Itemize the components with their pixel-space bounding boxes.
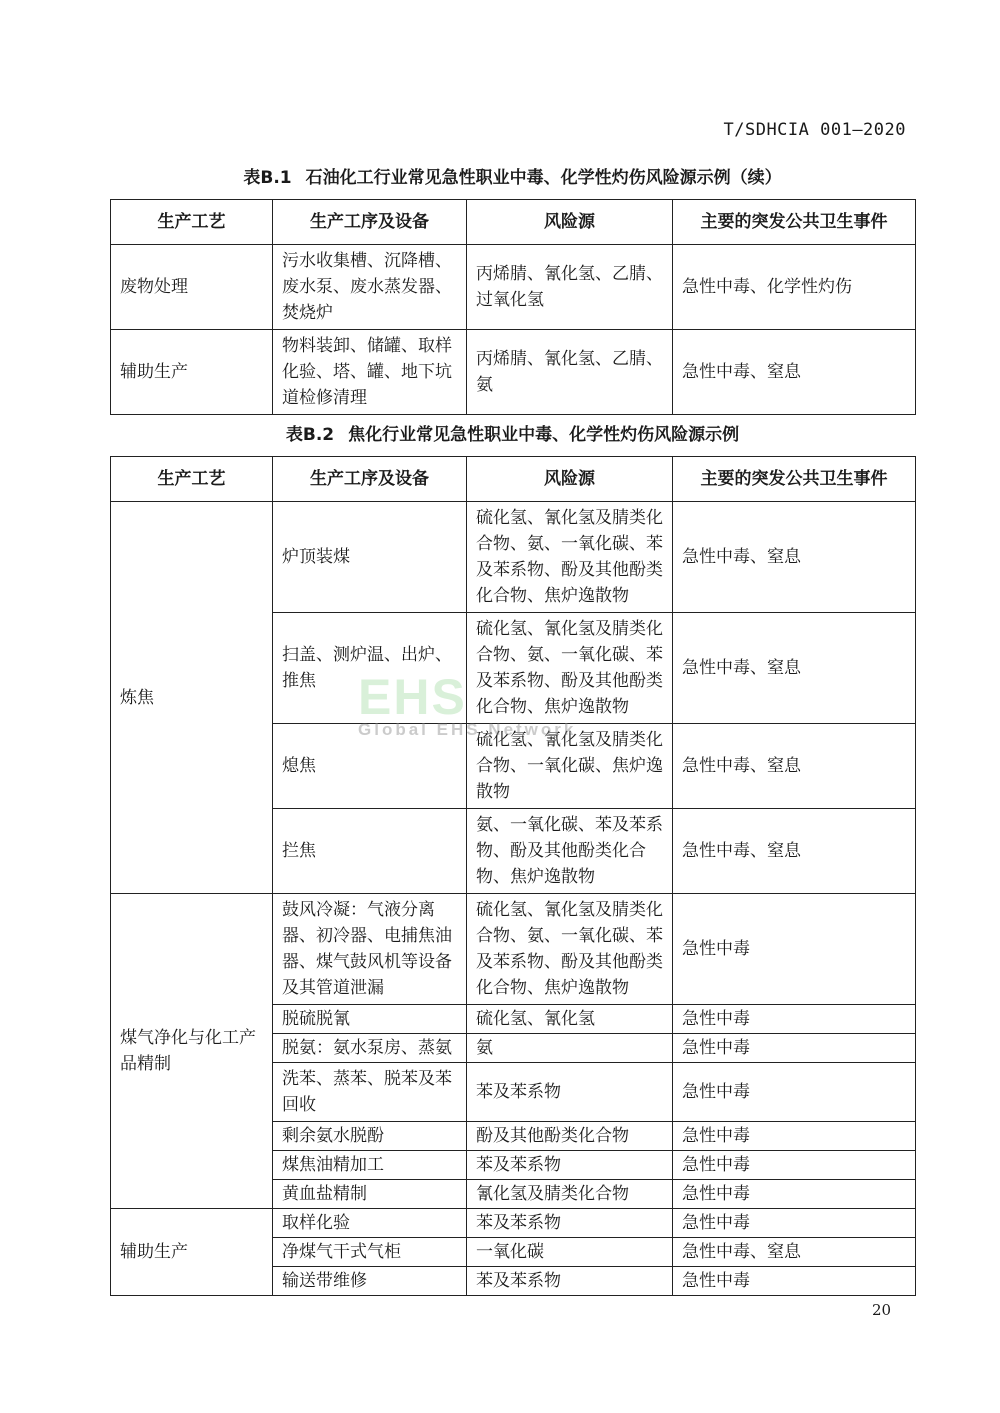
table2-header-risk: 风险源 <box>467 457 673 502</box>
table-row <box>111 894 916 1005</box>
table2-caption <box>110 420 915 445</box>
table-cell-event: 急性中毒、窒息 <box>673 502 916 613</box>
table1-caption <box>110 163 915 188</box>
table1-header-event: 主要的突发公共卫生事件 <box>673 200 916 245</box>
table-cell-process-group: 煤气净化与化工产品精制 <box>111 894 273 1209</box>
table-cell-steps: 扫盖、测炉温、出炉、推焦 <box>273 613 467 724</box>
table1-header-risk: 风险源 <box>467 200 673 245</box>
table2-header-event: 主要的突发公共卫生事件 <box>673 457 916 502</box>
table-row <box>111 330 916 415</box>
table-cell-steps: 脱氨：氨水泵房、蒸氨 <box>273 1034 467 1063</box>
table-cell-event: 急性中毒、窒息 <box>673 330 916 415</box>
table-cell-risk: 硫化氢、氰化氢 <box>467 1005 673 1034</box>
table-cell-steps: 炉顶装煤 <box>273 502 467 613</box>
table-cell-risk: 硫化氢、氰化氢及腈类化合物、一氧化碳、焦炉逸散物 <box>467 724 673 809</box>
table2 <box>110 456 916 1296</box>
table-cell-event: 急性中毒、窒息 <box>673 613 916 724</box>
table1 <box>110 199 916 415</box>
table-cell-event: 急性中毒 <box>673 1005 916 1034</box>
table2-caption-text: 焦化行业常见急性职业中毒、化学性灼伤风险源示例 <box>348 425 740 445</box>
table-cell-risk: 苯及苯系物 <box>467 1063 673 1122</box>
table-cell-event: 急性中毒 <box>673 1267 916 1296</box>
table-cell-steps: 洗苯、蒸苯、脱苯及苯回收 <box>273 1063 467 1122</box>
table-cell-steps: 污水收集槽、沉降槽、废水泵、废水蒸发器、焚烧炉 <box>273 245 467 330</box>
table-cell-steps: 鼓风冷凝：气液分离器、初冷器、电捕焦油器、煤气鼓风机等设备及其管道泄漏 <box>273 894 467 1005</box>
table-cell-risk: 氨 <box>467 1034 673 1063</box>
table-cell-event: 急性中毒、窒息 <box>673 724 916 809</box>
table-cell-risk: 苯及苯系物 <box>467 1209 673 1238</box>
watermark-subtitle: Global EHS Network <box>358 720 577 739</box>
table-cell-steps: 取样化验 <box>273 1209 467 1238</box>
table-cell-steps: 黄血盐精制 <box>273 1180 467 1209</box>
table-cell-process: 废物处理 <box>111 245 273 330</box>
table-cell-event: 急性中毒、化学性灼伤 <box>673 245 916 330</box>
table1-caption-text: 石油化工行业常见急性职业中毒、化学性灼伤风险源示例（续） <box>305 168 782 188</box>
table-cell-steps: 输送带维修 <box>273 1267 467 1296</box>
table-cell-steps: 物料装卸、储罐、取样化验、塔、罐、地下坑道检修清理 <box>273 330 467 415</box>
table-cell-event: 急性中毒 <box>673 894 916 1005</box>
table2-caption-number: 表B.2 <box>285 425 335 445</box>
table-cell-risk: 酚及其他酚类化合物 <box>467 1122 673 1151</box>
table-cell-process-group: 辅助生产 <box>111 1209 273 1296</box>
table-cell-event: 急性中毒 <box>673 1034 916 1063</box>
table-cell-event: 急性中毒 <box>673 1209 916 1238</box>
table-cell-steps: 拦焦 <box>273 809 467 894</box>
table2-header-row <box>111 457 916 502</box>
table-cell-risk: 硫化氢、氰化氢及腈类化合物、氨、一氧化碳、苯及苯系物、酚及其他酚类化合物、焦炉逸散物 <box>467 502 673 613</box>
table-row <box>111 245 916 330</box>
table-cell-steps: 煤焦油精加工 <box>273 1151 467 1180</box>
document-code: T/SDHCIA 001—2020 <box>723 120 906 140</box>
table-cell-risk: 氨、一氧化碳、苯及苯系物、酚及其他酚类化合物、焦炉逸散物 <box>467 809 673 894</box>
table-cell-event: 急性中毒 <box>673 1122 916 1151</box>
table-cell-risk: 一氧化碳 <box>467 1238 673 1267</box>
table-cell-process-group: 炼焦 <box>111 502 273 894</box>
page-number: 20 <box>872 1301 892 1319</box>
table-cell-event: 急性中毒 <box>673 1180 916 1209</box>
table-cell-steps: 熄焦 <box>273 724 467 809</box>
table-row <box>111 1209 916 1238</box>
table-cell-risk: 苯及苯系物 <box>467 1151 673 1180</box>
table-cell-steps: 脱硫脱氰 <box>273 1005 467 1034</box>
table-cell-steps: 净煤气干式气柜 <box>273 1238 467 1267</box>
table-cell-risk: 氰化氢及腈类化合物 <box>467 1180 673 1209</box>
table1-header-row <box>111 200 916 245</box>
table1-header-steps: 生产工序及设备 <box>273 200 467 245</box>
table-cell-process: 辅助生产 <box>111 330 273 415</box>
table-row <box>111 502 916 613</box>
table-cell-event: 急性中毒、窒息 <box>673 1238 916 1267</box>
table2-header-process: 生产工艺 <box>111 457 273 502</box>
table-cell-steps: 剩余氨水脱酚 <box>273 1122 467 1151</box>
table-cell-risk: 硫化氢、氰化氢及腈类化合物、氨、一氧化碳、苯及苯系物、酚及其他酚类化合物、焦炉逸散物 <box>467 613 673 724</box>
table-cell-risk: 苯及苯系物 <box>467 1267 673 1296</box>
table1-header-process: 生产工艺 <box>111 200 273 245</box>
table-cell-risk: 丙烯腈、氰化氢、乙腈、过氧化氢 <box>467 245 673 330</box>
table1-caption-number: 表B.1 <box>243 168 292 188</box>
watermark-logo: EHS <box>358 669 467 725</box>
table-cell-risk: 丙烯腈、氰化氢、乙腈、氨 <box>467 330 673 415</box>
table-cell-event: 急性中毒 <box>673 1151 916 1180</box>
table2-header-steps: 生产工序及设备 <box>273 457 467 502</box>
table-cell-event: 急性中毒、窒息 <box>673 809 916 894</box>
table-cell-event: 急性中毒 <box>673 1063 916 1122</box>
table-cell-risk: 硫化氢、氰化氢及腈类化合物、氨、一氧化碳、苯及苯系物、酚及其他酚类化合物、焦炉逸散物 <box>467 894 673 1005</box>
